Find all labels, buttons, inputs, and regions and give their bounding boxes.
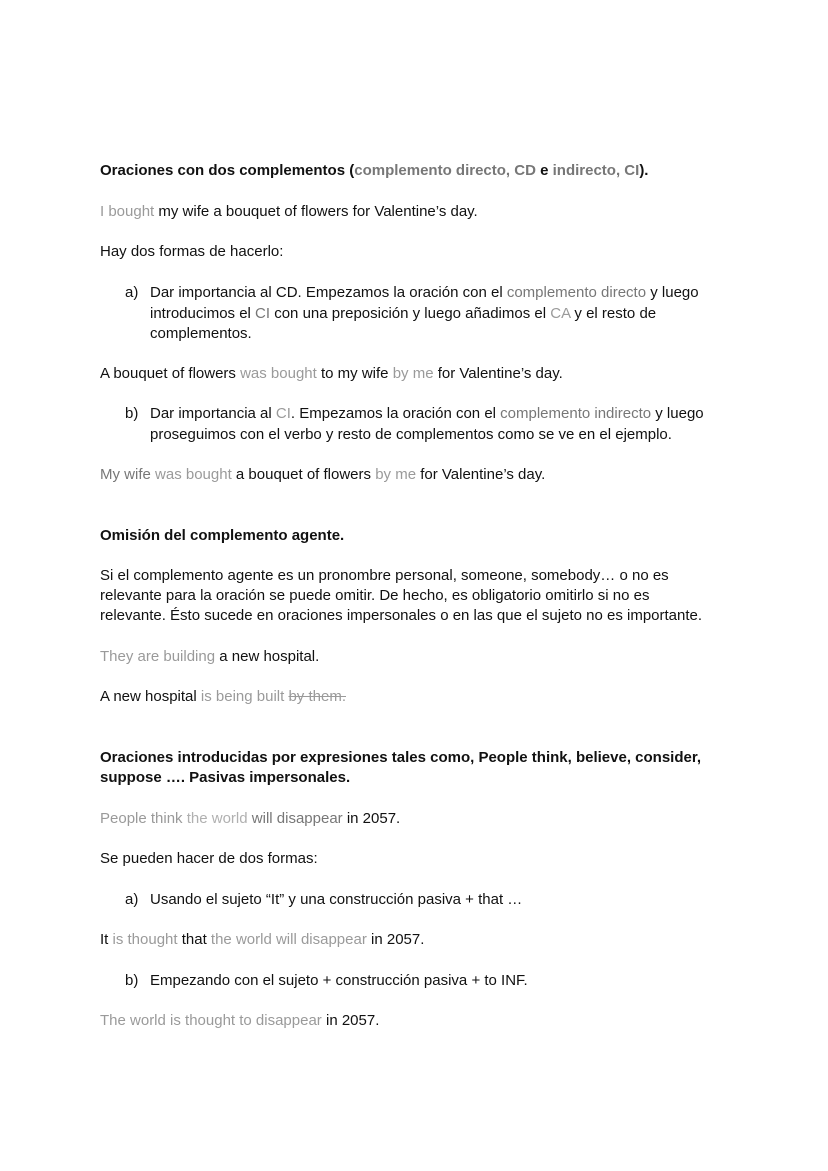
text-run: It	[100, 931, 113, 948]
text-run: in 2057.	[321, 1012, 380, 1029]
text-run: y el resto de complementos.	[150, 304, 657, 342]
list-item-b-text	[150, 404, 740, 445]
example-sentence-active	[100, 202, 478, 222]
text-run: a bouquet of flowers	[231, 466, 376, 483]
text-run: con una preposición y luego añadimos el	[270, 304, 551, 322]
text-run: complemento directo, CD	[354, 162, 536, 179]
example-sentence-active-3	[100, 809, 400, 829]
text-run: CI	[275, 405, 291, 422]
text-run: in 2057.	[342, 810, 401, 827]
text-run: the world	[186, 810, 248, 827]
example-sentence-active-2	[100, 647, 319, 667]
paragraph-line-1: Si el complemento agente es un pronombre personal, someone, somebody… o no es	[100, 567, 669, 584]
intro-text-2: Se pueden hacer de dos formas:	[100, 850, 318, 867]
text-run: was bought	[240, 365, 317, 382]
example-sentence-passive-ci	[100, 465, 545, 485]
text-run: ).	[639, 162, 649, 179]
paragraph-line-3: relevante. Ésto sucede en oraciones impersonales o en las que el sujeto no es importante.	[100, 607, 703, 624]
section-heading-impersonal-line-2: suppose …. Pasivas impersonales.	[100, 769, 351, 786]
text-run: for Valentine’s day.	[416, 466, 546, 483]
text-run: People think	[100, 810, 187, 827]
text-run: the world will disappear	[210, 931, 367, 948]
example-sentence-passive-cd	[100, 364, 563, 384]
list-marker-b-2: b)	[125, 972, 139, 989]
list-item-b-text-2	[150, 971, 740, 992]
paragraph-line-2: relevante para la oración se puede omitir. De hecho, es obligatorio omitirlo si no es	[100, 587, 650, 604]
text-run: The world is thought to disappear	[100, 1012, 322, 1029]
text-run: by them.	[288, 688, 346, 705]
text-run: A bouquet of flowers	[100, 365, 241, 382]
text-run: complemento indirecto	[500, 405, 652, 422]
text-run: is thought	[112, 931, 178, 948]
list-item-a-text	[150, 283, 740, 345]
text-run: will disappear	[247, 810, 343, 827]
example-sentence-it-passive	[100, 930, 424, 950]
text-run: Empezando con el sujeto + construcción pasiva + to INF.	[150, 972, 528, 989]
intro-text: Hay dos formas de hacerlo:	[100, 243, 284, 260]
example-sentence-passive-2	[100, 687, 346, 707]
text-run: complemento directo	[506, 284, 647, 301]
text-run: was bought	[155, 466, 232, 483]
text-run: A new hospital	[100, 688, 201, 705]
text-run: indirecto, CI	[552, 162, 640, 179]
text-run: by me	[375, 466, 417, 483]
text-run: to my wife	[316, 365, 393, 382]
list-item-a-text-2	[150, 890, 740, 911]
text-run: that	[177, 931, 211, 948]
section-heading-two-complements	[100, 161, 648, 181]
text-run: They are building	[100, 648, 216, 665]
text-run: my wife a bouquet of flowers for Valentine’s day.	[154, 203, 478, 220]
text-run: by me	[392, 365, 434, 382]
example-sentence-subject-passive	[100, 1011, 379, 1031]
section-heading-impersonal-line-1: Oraciones introducidas por expresiones tales como, People think, believe, consider,	[100, 749, 702, 766]
text-run: CA	[550, 304, 571, 322]
text-run: . Empezamos la oración con el	[290, 405, 501, 422]
text-run: e	[535, 162, 553, 179]
text-run: for Valentine’s day.	[433, 365, 563, 382]
text-run: My wife	[100, 466, 156, 483]
section-heading-agent-omission: Omisión del complemento agente.	[100, 527, 345, 544]
list-marker-a: a)	[125, 284, 139, 301]
text-run: a new hospital.	[215, 648, 320, 665]
text-run: CI	[255, 304, 271, 322]
text-run: Usando el sujeto “It” y una construcción pasiva + that …	[150, 891, 523, 908]
text-run: Dar importancia al CD. Empezamos la oración con el	[150, 284, 507, 301]
text-run: I bought	[100, 203, 155, 220]
text-run: y luego proseguimos con el verbo y resto de complementos como se ve en el ejemplo.	[150, 405, 704, 443]
text-run: y luego introducimos el	[150, 284, 699, 322]
text-run: Oraciones con dos complementos (	[100, 162, 355, 179]
text-run: Dar importancia al	[150, 405, 276, 422]
text-run: in 2057.	[366, 931, 425, 948]
list-marker-b: b)	[125, 405, 139, 422]
list-marker-a-2: a)	[125, 891, 139, 908]
text-run: is being built	[200, 688, 289, 705]
